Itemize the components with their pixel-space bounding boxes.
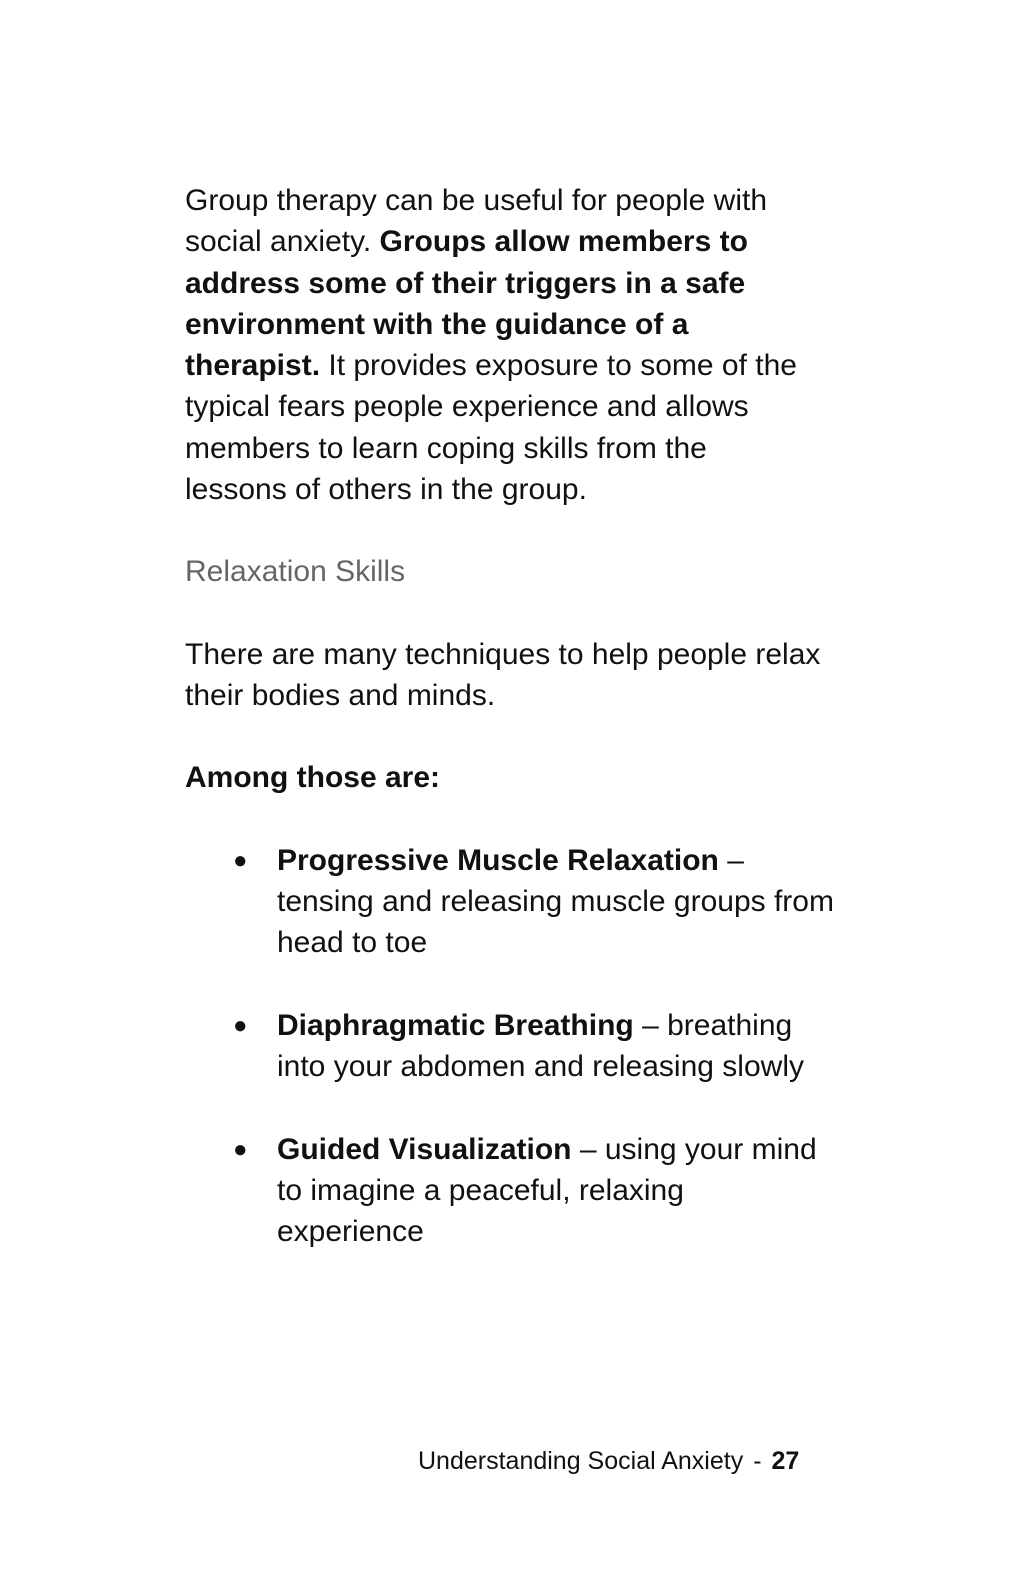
- techniques-list: [185, 840, 834, 1253]
- footer-separator: -: [753, 1447, 762, 1475]
- intro-bold: Groups allow members to address some of their triggers in a safe environment with the guidance of a therapist.: [185, 225, 748, 383]
- technique-description: – using your mind to imagine a peaceful, relaxing experience: [277, 1132, 817, 1249]
- technique-description: – breathing into your abdomen and releasing slowly: [277, 1008, 804, 1084]
- section-heading: Relaxation Skills: [185, 555, 406, 589]
- techniques-paragraph: There are many techniques to help people relax their bodies and minds.: [185, 637, 821, 712]
- list-intro: Among those are:: [185, 761, 441, 795]
- intro-lead: Group therapy can be useful for people with social anxiety.: [185, 184, 768, 259]
- intro-paragraph: [185, 180, 810, 510]
- page-footer: [418, 1443, 799, 1479]
- bullet-icon: ●: [233, 846, 248, 874]
- technique-name: Progressive Muscle Relaxation: [277, 843, 719, 877]
- list-item: [185, 1005, 837, 1088]
- list-item: [185, 840, 837, 964]
- technique-name: Diaphragmatic Breathing: [277, 1008, 634, 1042]
- page-number: 27: [771, 1447, 800, 1475]
- footer-title: Understanding Social Anxiety: [418, 1447, 744, 1475]
- technique-name: Guided Visualization: [277, 1132, 572, 1166]
- technique-description: – tensing and releasing muscle groups from head to toe: [277, 843, 834, 960]
- bullet-icon: ●: [233, 1011, 248, 1039]
- intro-rest: It provides exposure to some of the typical fears people experience and allows members to learn coping skills from the lessons of others in the group.: [185, 349, 797, 507]
- bullet-icon: ●: [233, 1135, 248, 1163]
- page-content: [185, 180, 834, 1253]
- list-item: [185, 1129, 837, 1253]
